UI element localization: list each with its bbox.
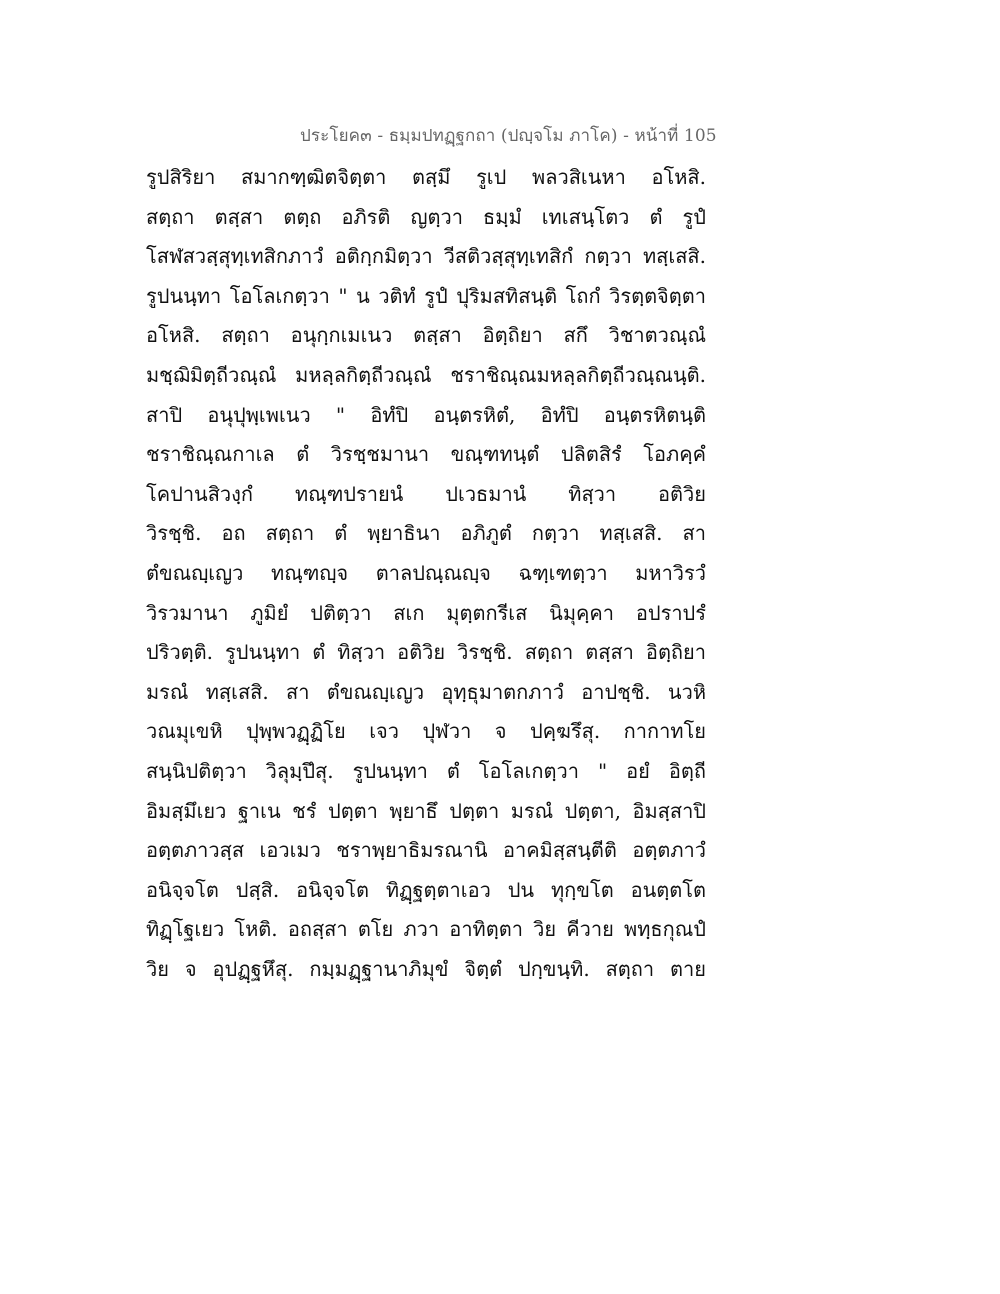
text-line: อตฺตภาวสฺส เอวเมว ชราพฺยาธิมรณานิ อาคมิสฺสนฺตีติ อตฺตภาวํ [146,838,706,863]
text-line: ตํขณญฺเญว ทณฺฑญฺจ ตาลปณฺณญฺจ ฉฑฺเฑตฺวา มหาวิรวํ [146,560,706,585]
text-line: โคปานสิวงฺกํ ทณฺฑปรายนํ ปเวธมานํ ทิสฺวา อติวิย [146,481,706,506]
text-line: วิรชฺชิ. อถ สตฺถา ตํ พฺยาธินา อภิภูตํ กตฺวา ทสฺเสสิ. สา [146,521,706,546]
text-line: สาปิ อนุปุพฺเพเนว " อิทํปิ อนฺตรหิตํ, อิทํปิ อนฺตรหิตนฺติ [146,402,706,427]
text-line: มรณํ ทสฺเสสิ. สา ตํขณญฺเญว อุทฺธุมาตกภาวํ อาปชฺชิ. นวหิ [146,679,706,704]
text-line: อโหสิ. สตฺถา อนุกฺกเมเนว ตสฺสา อิตฺถิยา สกึ วิชาตวณฺณํ [146,323,706,348]
text-line: อิมสฺมึเยว ฐาเน ชรํ ปตฺตา พฺยาธึ ปตฺตา มรณํ ปตฺตา, อิมสฺสาปิ [146,798,706,823]
body-text [146,158,706,989]
text-line: วณมุเขหิ ปุพฺพวฏฺฏิโย เจว ปุฬวา จ ปคฺฆรึสุ. กากาทโย [146,719,706,744]
text-line: ปริวตฺติ. รูปนนฺทา ตํ ทิสฺวา อติวิย วิรชฺชิ. สตฺถา ตสฺสา อิตฺถิยา [146,640,706,665]
text-line: อนิจฺจโต ปสฺสิ. อนิจฺจโต ทิฏฺฐตฺตาเอว ปน ทุกฺขโต อนตฺตโต [146,877,706,902]
text-line: ทิฏฺโฐเยว โหติ. อถสฺสา ตโย ภวา อาทิตฺตา วิย คีวาย พทฺธกุณปํ [146,917,706,942]
text-line: มชฺฌิมิตฺถีวณฺณํ มหลฺลกิตฺถีวณฺณํ ชราชิณฺณมหลฺลกิตฺถีวณฺณนฺติ. [146,362,706,387]
text-line: รูปนนฺทา โอโลเกตฺวา " น วติทํ รูปํ ปุริมสทิสนฺติ โถกํ วิรตฺตจิตฺตา [146,283,706,308]
text-line: ชราชิณฺณกาเล ตํ วิรชฺชมานา ขณฺฑทนฺตํ ปลิตสิรํ โอภคฺคํ [146,442,706,467]
text-line: วิย จ อุปฏฺฐหึสุ. กมฺมฏฺฐานาภิมุขํ จิตฺตํ ปกฺขนฺทิ. สตฺถา ตาย [146,956,706,981]
text-line: โสฬสวสฺสุทฺเทสิกภาวํ อติกฺกมิตฺวา วีสติวสฺสุทฺเทสิกํ กตฺวา ทสฺเสสิ. [146,244,706,269]
text-line: สตฺถา ตสฺสา ตตฺถ อภิรติ ญตฺวา ธมฺมํ เทเสนฺโตว ตํ รูปํ [146,204,706,229]
text-line: รูปสิริยา สมากฑฺฒิตจิตฺตา ตสฺมึ รูเป พลวสิเนหา อโหสิ. [146,165,706,189]
text-line: วิรวมานา ภูมิยํ ปติตฺวา สเก มุตฺตกรีเส นิมุคฺคา อปราปรํ [146,600,706,625]
running-header: ประโยค๓ - ธมฺมปทฏฺฐกถา (ปญฺจโม ภาโค) - หน้าที่ 105 [300,126,717,146]
text-line: สนฺนิปติตฺวา วิลุมฺปึสุ. รูปนนฺทา ตํ โอโลเกตฺวา " อยํ อิตฺถี [146,758,706,783]
